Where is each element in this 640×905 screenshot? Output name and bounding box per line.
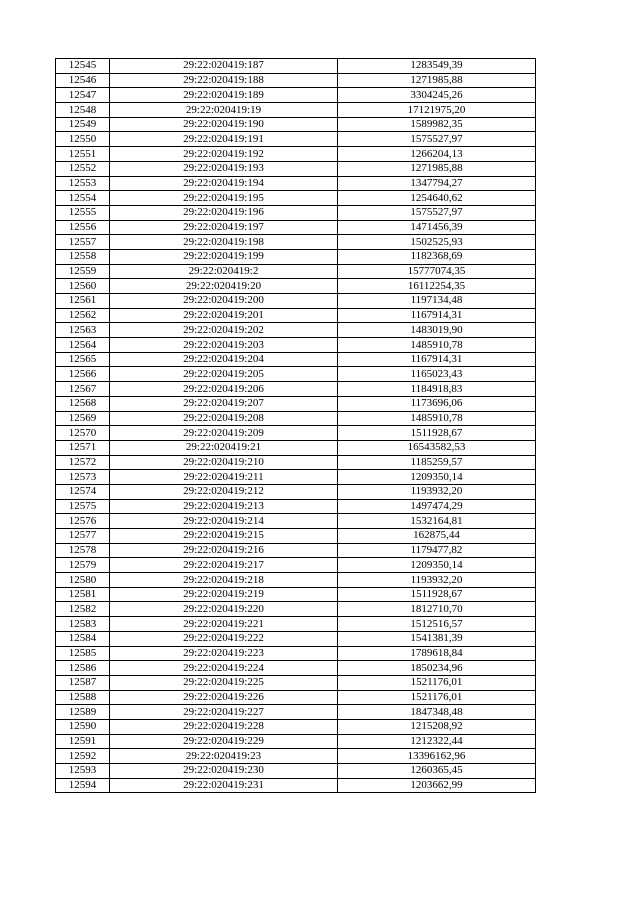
cadastral-number-cell: 29:22:020419:213 xyxy=(110,499,338,514)
row-number-cell: 12590 xyxy=(56,719,110,734)
cadastral-number-cell: 29:22:020419:195 xyxy=(110,191,338,206)
table-body xyxy=(56,59,536,793)
row-number-cell: 12577 xyxy=(56,529,110,544)
cadastral-number-cell: 29:22:020419:198 xyxy=(110,235,338,250)
row-number-cell: 12573 xyxy=(56,470,110,485)
row-number-cell: 12575 xyxy=(56,499,110,514)
cadastral-number-cell: 29:22:020419:204 xyxy=(110,352,338,367)
row-number-cell: 12556 xyxy=(56,220,110,235)
cadastral-number-cell: 29:22:020419:218 xyxy=(110,573,338,588)
cadastral-number-cell: 29:22:020419:215 xyxy=(110,529,338,544)
cadastral-number-cell: 29:22:020419:187 xyxy=(110,59,338,74)
value-cell: 1483019,90 xyxy=(338,323,536,338)
cadastral-number-cell: 29:22:020419:216 xyxy=(110,543,338,558)
table-row xyxy=(56,352,536,367)
value-cell: 1179477,82 xyxy=(338,543,536,558)
value-cell: 1502525,93 xyxy=(338,235,536,250)
table-row xyxy=(56,484,536,499)
value-cell: 1167914,31 xyxy=(338,308,536,323)
cadastral-number-cell: 29:22:020419:194 xyxy=(110,176,338,191)
value-cell: 162875,44 xyxy=(338,529,536,544)
cadastral-number-cell: 29:22:020419:189 xyxy=(110,88,338,103)
row-number-cell: 12554 xyxy=(56,191,110,206)
value-cell: 1260365,45 xyxy=(338,764,536,779)
table-row xyxy=(56,764,536,779)
row-number-cell: 12589 xyxy=(56,705,110,720)
value-cell: 1485910,78 xyxy=(338,338,536,353)
row-number-cell: 12560 xyxy=(56,279,110,294)
row-number-cell: 12569 xyxy=(56,411,110,426)
value-cell: 1283549,39 xyxy=(338,59,536,74)
value-cell: 1193932,20 xyxy=(338,573,536,588)
value-cell: 16543582,53 xyxy=(338,440,536,455)
row-number-cell: 12566 xyxy=(56,367,110,382)
value-cell: 1173696,06 xyxy=(338,396,536,411)
value-cell: 1521176,01 xyxy=(338,690,536,705)
table-row xyxy=(56,88,536,103)
row-number-cell: 12546 xyxy=(56,73,110,88)
table-row xyxy=(56,529,536,544)
value-cell: 15777074,35 xyxy=(338,264,536,279)
table-row xyxy=(56,778,536,793)
table-row xyxy=(56,367,536,382)
table-row xyxy=(56,308,536,323)
table-row xyxy=(56,719,536,734)
row-number-cell: 12591 xyxy=(56,734,110,749)
table-row xyxy=(56,587,536,602)
table-row xyxy=(56,220,536,235)
value-cell: 1812710,70 xyxy=(338,602,536,617)
row-number-cell: 12582 xyxy=(56,602,110,617)
value-cell: 1167914,31 xyxy=(338,352,536,367)
row-number-cell: 12551 xyxy=(56,147,110,162)
cadastral-number-cell: 29:22:020419:229 xyxy=(110,734,338,749)
value-cell: 1271985,88 xyxy=(338,161,536,176)
table-row xyxy=(56,396,536,411)
table-row xyxy=(56,191,536,206)
table-row xyxy=(56,235,536,250)
row-number-cell: 12572 xyxy=(56,455,110,470)
row-number-cell: 12545 xyxy=(56,59,110,74)
value-cell: 1789618,84 xyxy=(338,646,536,661)
cadastral-number-cell: 29:22:020419:221 xyxy=(110,617,338,632)
value-cell: 1575527,97 xyxy=(338,205,536,220)
value-cell: 1532164,81 xyxy=(338,514,536,529)
value-cell: 1185259,57 xyxy=(338,455,536,470)
value-cell: 1209350,14 xyxy=(338,558,536,573)
value-cell: 1203662,99 xyxy=(338,778,536,793)
table-row xyxy=(56,705,536,720)
cadastral-number-cell: 29:22:020419:227 xyxy=(110,705,338,720)
row-number-cell: 12587 xyxy=(56,675,110,690)
cadastral-value-table xyxy=(55,58,536,793)
table-row xyxy=(56,543,536,558)
value-cell: 1485910,78 xyxy=(338,411,536,426)
cadastral-number-cell: 29:22:020419:201 xyxy=(110,308,338,323)
cadastral-number-cell: 29:22:020419:192 xyxy=(110,147,338,162)
value-cell: 1847348,48 xyxy=(338,705,536,720)
cadastral-number-cell: 29:22:020419:2 xyxy=(110,264,338,279)
row-number-cell: 12570 xyxy=(56,426,110,441)
cadastral-number-cell: 29:22:020419:197 xyxy=(110,220,338,235)
value-cell: 1212322,44 xyxy=(338,734,536,749)
table-row xyxy=(56,176,536,191)
table-row xyxy=(56,338,536,353)
table-row xyxy=(56,279,536,294)
table-row xyxy=(56,440,536,455)
table-row xyxy=(56,675,536,690)
cadastral-number-cell: 29:22:020419:224 xyxy=(110,661,338,676)
table-row xyxy=(56,411,536,426)
value-cell: 1254640,62 xyxy=(338,191,536,206)
row-number-cell: 12583 xyxy=(56,617,110,632)
table-row xyxy=(56,631,536,646)
row-number-cell: 12548 xyxy=(56,103,110,118)
cadastral-number-cell: 29:22:020419:19 xyxy=(110,103,338,118)
cadastral-number-cell: 29:22:020419:210 xyxy=(110,455,338,470)
value-cell: 1541381,39 xyxy=(338,631,536,646)
value-cell: 1197134,48 xyxy=(338,294,536,309)
cadastral-number-cell: 29:22:020419:193 xyxy=(110,161,338,176)
row-number-cell: 12567 xyxy=(56,382,110,397)
table-row xyxy=(56,602,536,617)
cadastral-number-cell: 29:22:020419:23 xyxy=(110,749,338,764)
row-number-cell: 12588 xyxy=(56,690,110,705)
table-row xyxy=(56,617,536,632)
cadastral-number-cell: 29:22:020419:223 xyxy=(110,646,338,661)
value-cell: 1511928,67 xyxy=(338,587,536,602)
cadastral-number-cell: 29:22:020419:231 xyxy=(110,778,338,793)
cadastral-number-cell: 29:22:020419:222 xyxy=(110,631,338,646)
table-row xyxy=(56,59,536,74)
value-cell: 1215208,92 xyxy=(338,719,536,734)
table-row xyxy=(56,294,536,309)
table-row xyxy=(56,103,536,118)
value-cell: 1575527,97 xyxy=(338,132,536,147)
cadastral-number-cell: 29:22:020419:211 xyxy=(110,470,338,485)
row-number-cell: 12553 xyxy=(56,176,110,191)
row-number-cell: 12586 xyxy=(56,661,110,676)
value-cell: 1512516,57 xyxy=(338,617,536,632)
row-number-cell: 12558 xyxy=(56,249,110,264)
row-number-cell: 12580 xyxy=(56,573,110,588)
cadastral-number-cell: 29:22:020419:21 xyxy=(110,440,338,455)
row-number-cell: 12571 xyxy=(56,440,110,455)
row-number-cell: 12578 xyxy=(56,543,110,558)
value-cell: 1347794,27 xyxy=(338,176,536,191)
value-cell: 1471456,39 xyxy=(338,220,536,235)
row-number-cell: 12549 xyxy=(56,117,110,132)
cadastral-number-cell: 29:22:020419:191 xyxy=(110,132,338,147)
cadastral-number-cell: 29:22:020419:196 xyxy=(110,205,338,220)
cadastral-number-cell: 29:22:020419:208 xyxy=(110,411,338,426)
row-number-cell: 12552 xyxy=(56,161,110,176)
row-number-cell: 12585 xyxy=(56,646,110,661)
value-cell: 1209350,14 xyxy=(338,470,536,485)
table-row xyxy=(56,161,536,176)
cadastral-number-cell: 29:22:020419:214 xyxy=(110,514,338,529)
value-cell: 1266204,13 xyxy=(338,147,536,162)
row-number-cell: 12594 xyxy=(56,778,110,793)
cadastral-number-cell: 29:22:020419:199 xyxy=(110,249,338,264)
table-row xyxy=(56,749,536,764)
row-number-cell: 12579 xyxy=(56,558,110,573)
value-cell: 1193932,20 xyxy=(338,484,536,499)
row-number-cell: 12565 xyxy=(56,352,110,367)
cadastral-number-cell: 29:22:020419:20 xyxy=(110,279,338,294)
row-number-cell: 12559 xyxy=(56,264,110,279)
table-row xyxy=(56,573,536,588)
cadastral-number-cell: 29:22:020419:209 xyxy=(110,426,338,441)
row-number-cell: 12555 xyxy=(56,205,110,220)
row-number-cell: 12581 xyxy=(56,587,110,602)
row-number-cell: 12564 xyxy=(56,338,110,353)
cadastral-number-cell: 29:22:020419:205 xyxy=(110,367,338,382)
value-cell: 1182368,69 xyxy=(338,249,536,264)
table-row xyxy=(56,470,536,485)
row-number-cell: 12563 xyxy=(56,323,110,338)
value-cell: 16112254,35 xyxy=(338,279,536,294)
row-number-cell: 12557 xyxy=(56,235,110,250)
table-row xyxy=(56,73,536,88)
row-number-cell: 12576 xyxy=(56,514,110,529)
value-cell: 1850234,96 xyxy=(338,661,536,676)
value-cell: 1184918,83 xyxy=(338,382,536,397)
table-row xyxy=(56,734,536,749)
cadastral-number-cell: 29:22:020419:212 xyxy=(110,484,338,499)
value-cell: 1511928,67 xyxy=(338,426,536,441)
table-row xyxy=(56,426,536,441)
value-cell: 17121975,20 xyxy=(338,103,536,118)
row-number-cell: 12592 xyxy=(56,749,110,764)
value-cell: 3304245,26 xyxy=(338,88,536,103)
table-row xyxy=(56,147,536,162)
table-row xyxy=(56,382,536,397)
row-number-cell: 12574 xyxy=(56,484,110,499)
row-number-cell: 12561 xyxy=(56,294,110,309)
row-number-cell: 12550 xyxy=(56,132,110,147)
row-number-cell: 12593 xyxy=(56,764,110,779)
value-cell: 13396162,96 xyxy=(338,749,536,764)
value-cell: 1271985,88 xyxy=(338,73,536,88)
cadastral-number-cell: 29:22:020419:217 xyxy=(110,558,338,573)
cadastral-number-cell: 29:22:020419:200 xyxy=(110,294,338,309)
table-row xyxy=(56,132,536,147)
table-row xyxy=(56,455,536,470)
cadastral-number-cell: 29:22:020419:202 xyxy=(110,323,338,338)
cadastral-number-cell: 29:22:020419:207 xyxy=(110,396,338,411)
row-number-cell: 12547 xyxy=(56,88,110,103)
cadastral-number-cell: 29:22:020419:225 xyxy=(110,675,338,690)
row-number-cell: 12562 xyxy=(56,308,110,323)
cadastral-number-cell: 29:22:020419:206 xyxy=(110,382,338,397)
table-row xyxy=(56,117,536,132)
cadastral-number-cell: 29:22:020419:203 xyxy=(110,338,338,353)
row-number-cell: 12584 xyxy=(56,631,110,646)
cadastral-number-cell: 29:22:020419:188 xyxy=(110,73,338,88)
table-row xyxy=(56,264,536,279)
table-row xyxy=(56,661,536,676)
table-row xyxy=(56,323,536,338)
cadastral-number-cell: 29:22:020419:190 xyxy=(110,117,338,132)
table-row xyxy=(56,514,536,529)
cadastral-number-cell: 29:22:020419:219 xyxy=(110,587,338,602)
table-row xyxy=(56,205,536,220)
table-row xyxy=(56,249,536,264)
table-row xyxy=(56,558,536,573)
cadastral-number-cell: 29:22:020419:226 xyxy=(110,690,338,705)
value-cell: 1165023,43 xyxy=(338,367,536,382)
cadastral-number-cell: 29:22:020419:228 xyxy=(110,719,338,734)
value-cell: 1589982,35 xyxy=(338,117,536,132)
value-cell: 1497474,29 xyxy=(338,499,536,514)
value-cell: 1521176,01 xyxy=(338,675,536,690)
table-row xyxy=(56,690,536,705)
table-row xyxy=(56,499,536,514)
row-number-cell: 12568 xyxy=(56,396,110,411)
table-row xyxy=(56,646,536,661)
cadastral-number-cell: 29:22:020419:230 xyxy=(110,764,338,779)
cadastral-number-cell: 29:22:020419:220 xyxy=(110,602,338,617)
